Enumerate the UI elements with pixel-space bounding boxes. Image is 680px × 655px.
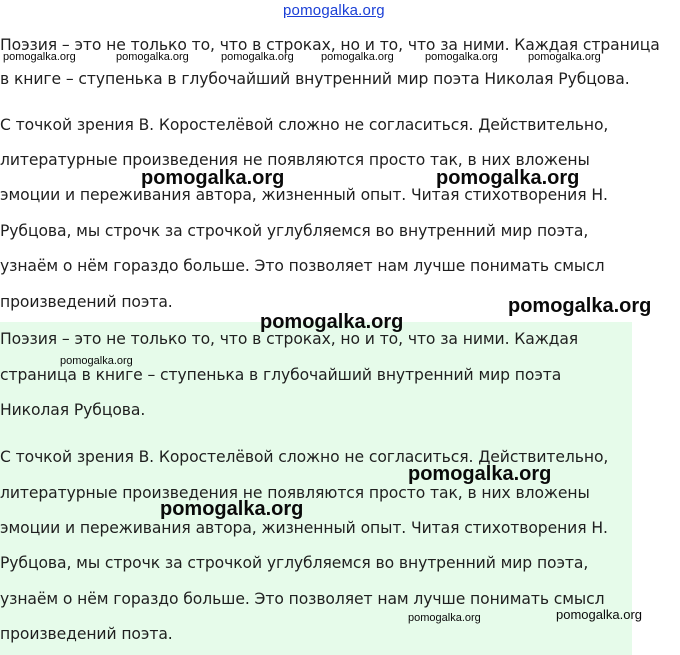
text-line: произведений поэта. — [0, 625, 173, 643]
watermark: pomogalka.org — [116, 51, 189, 63]
watermark: pomogalka.org — [528, 51, 601, 63]
text-line: в книге – ступенька в глубочайший внутренний мир поэта Николая Рубцова. — [0, 70, 630, 88]
watermark: pomogalka.org — [141, 167, 285, 189]
text-line: литературные произведения не появляются просто так, в них вложены — [0, 151, 590, 169]
text-line: эмоции и переживания автора, жизненный опыт. Читая стихотворения Н. — [0, 186, 608, 204]
watermark: pomogalka.org — [408, 463, 552, 485]
watermark: pomogalka.org — [556, 607, 642, 622]
watermark: pomogalka.org — [425, 51, 498, 63]
text-line: узнаём о нём гораздо больше. Это позволяет нам лучше понимать смысл — [0, 257, 605, 275]
text-line: Поэзия – это не только то, что в строках, но и то, что за ними. Каждая страница — [0, 36, 660, 54]
text-line: С точкой зрения В. Коростелёвой сложно не согласиться. Действительно, — [0, 116, 609, 134]
text-line: Рубцова, мы строчк за строчкой углубляемся во внутренний мир поэта, — [0, 554, 589, 572]
watermark: pomogalka.org — [408, 612, 481, 624]
watermark: pomogalka.org — [3, 51, 76, 63]
watermark: pomogalka.org — [221, 51, 294, 63]
text-line: литературные произведения не появляются просто так, в них вложены — [0, 484, 590, 502]
text-line: Николая Рубцова. — [0, 401, 146, 419]
text-line: узнаём о нём гораздо больше. Это позволяет нам лучше понимать смысл — [0, 590, 605, 608]
text-line: Рубцова, мы строчк за строчкой углубляемся во внутренний мир поэта, — [0, 222, 589, 240]
watermark: pomogalka.org — [321, 51, 394, 63]
watermark: pomogalka.org — [60, 355, 133, 367]
watermark: pomogalka.org — [160, 498, 304, 520]
site-link[interactable]: pomogalka.org — [283, 2, 385, 19]
watermark: pomogalka.org — [508, 295, 652, 317]
watermark: pomogalka.org — [436, 167, 580, 189]
text-line: страница в книге – ступенька в глубочайший внутренний мир поэта — [0, 366, 562, 384]
text-line: произведений поэта. — [0, 293, 173, 311]
watermark: pomogalka.org — [260, 311, 404, 333]
text-line: С точкой зрения В. Коростелёвой сложно не согласиться. Действительно, — [0, 448, 609, 466]
text-line: Поэзия – это не только то, что в строках, но и то, что за ними. Каждая — [0, 330, 579, 348]
text-line: эмоции и переживания автора, жизненный опыт. Читая стихотворения Н. — [0, 519, 608, 537]
